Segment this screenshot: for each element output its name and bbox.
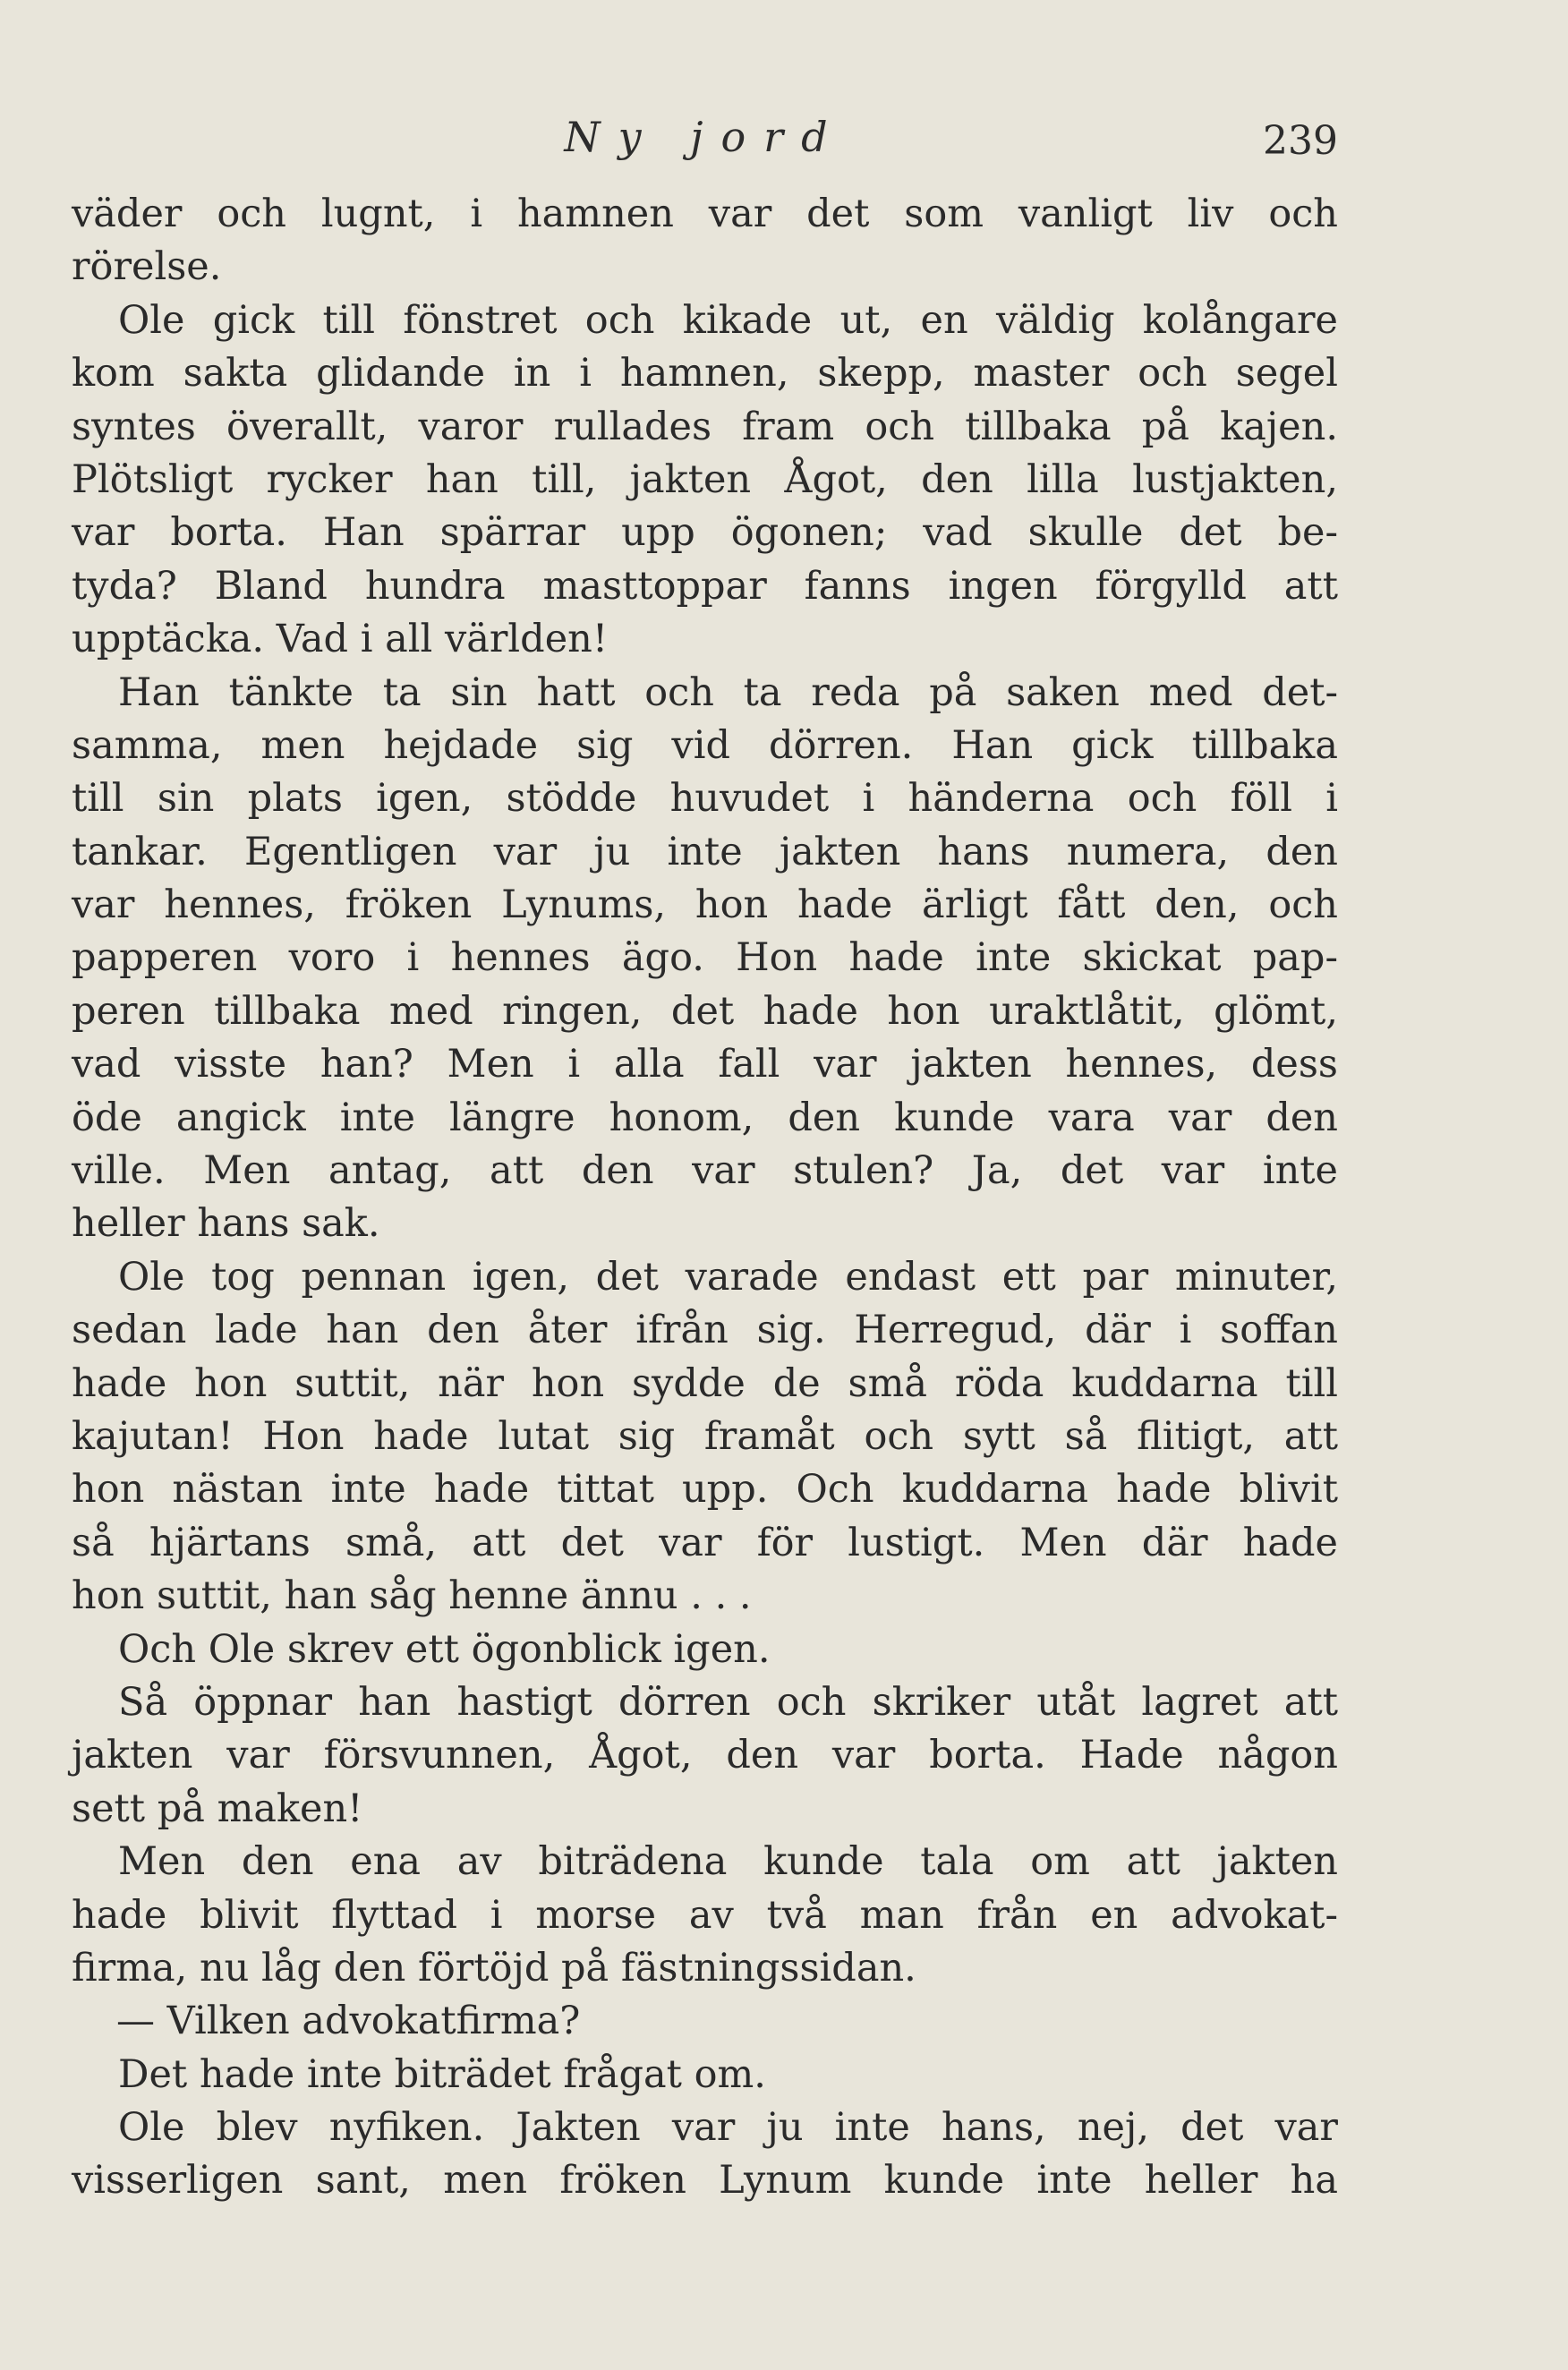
text-line: Och Ole skrev ett ögonblick igen. [118,1626,771,1672]
text-line: kajutan! Hon hade lutat sig framåt och sytt så flitigt, att [72,1413,1338,1459]
text-line: Ole tog pennan igen, det varade endast ett par minuter, [118,1254,1338,1300]
text-line: — Vilken advokatfirma? [116,1999,581,2044]
text-line: väder och lugnt, i hamnen var det som vanligt liv och [72,192,1338,236]
text-line: upptäcka. Vad i all världen! [72,617,609,662]
text-line: sett på maken! [72,1786,363,1831]
text-line: tankar. Egentligen var ju inte jakten hans numera, den [72,829,1338,874]
running-head [72,106,1338,177]
text-line: Plötsligt rycker han till, jakten Ågot, den lilla lustjakten, [72,456,1338,502]
text-line: Ole blev nyfiken. Jakten var ju inte hans, nej, det var [118,2105,1338,2151]
text-line: sedan lade han den åter ifrån sig. Herregud, där i soffan [72,1308,1338,1353]
page-number: 239 [1263,118,1338,164]
text-line: Han tänkte ta sin hatt och ta reda på saken med det- [118,669,1338,715]
text-line: var hennes, fröken Lynums, hon hade ärligt fått den, och [72,882,1338,928]
text-line: ville. Men antag, att den var stulen? Ja, det var inte [72,1148,1338,1194]
running-title: Ny jord [564,113,846,161]
text-line: hon nästan inte hade tittat upp. Och kuddarna hade blivit [72,1467,1338,1513]
text-line: heller hans sak. [72,1201,380,1247]
text-line: rörelse. [72,244,222,290]
text-line: vad visste han? Men i alla fall var jakten hennes, dess [72,1042,1338,1087]
text-line: Det hade inte biträdet frågat om. [118,2051,766,2097]
text-line: firma, nu låg den förtöjd på fästningssidan. [72,1945,916,1991]
text-line: Så öppnar han hastigt dörren och skriker utåt lagret att [118,1679,1338,1725]
text-line: hade blivit flyttad i morse av två man från en advokat- [72,1892,1338,1938]
text-line: jakten var försvunnen, Ågot, den var borta. Hade någon [72,1733,1338,1778]
body-text [72,188,1338,2208]
text-line: Ole gick till fönstret och kikade ut, en väldig kolångare [118,297,1338,343]
text-line: papperen voro i hennes ägo. Hon hade inte skickat pap- [72,935,1338,981]
text-line: öde angick inte längre honom, den kunde vara var den [72,1095,1338,1140]
text-line: hon suttit, han såg henne ännu . . . [72,1573,752,1619]
text-line: tyda? Bland hundra masttoppar fanns ingen förgylld att [72,563,1338,609]
text-line: samma, men hejdade sig vid dörren. Han gick tillbaka [72,722,1338,768]
text-line: kom sakta glidande in i hamnen, skepp, master och segel [72,351,1338,396]
text-line: peren tillbaka med ringen, det hade hon uraktlåtit, glömt, [72,988,1338,1034]
text-line: så hjärtans små, att det var för lustigt. Men där hade [72,1520,1338,1565]
text-line: visserligen sant, men fröken Lynum kunde inte heller ha [72,2158,1338,2204]
text-line: till sin plats igen, stödde huvudet i händerna och föll i [72,776,1338,822]
text-line: syntes överallt, varor rullades fram och tillbaka på kajen. [72,404,1338,449]
text-line: Men den ena av biträdena kunde tala om att jakten [118,1839,1338,1885]
text-line: var borta. Han spärrar upp ögonen; vad skulle det be- [72,510,1338,556]
text-line: hade hon suttit, när hon sydde de små röda kuddarna till [72,1360,1338,1406]
